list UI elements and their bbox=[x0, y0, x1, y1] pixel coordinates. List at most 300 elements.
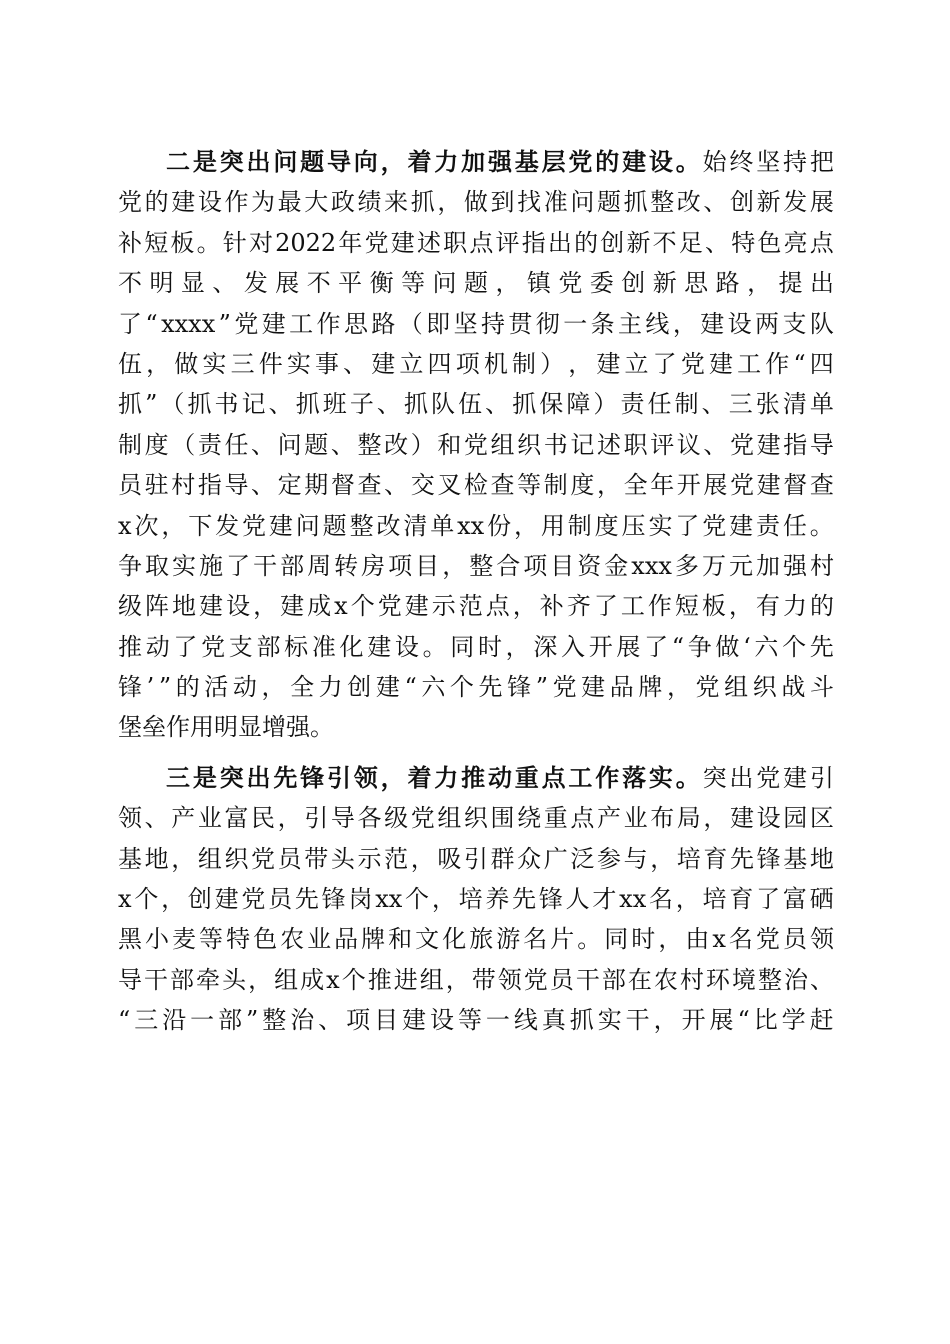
text-line bbox=[118, 758, 834, 798]
text-line bbox=[118, 182, 834, 222]
text-glyph: 。 bbox=[675, 147, 700, 176]
text-glyph: x bbox=[118, 511, 132, 540]
text-glyph: 创 bbox=[187, 885, 212, 914]
text-glyph: ， bbox=[728, 592, 753, 621]
text-glyph: xx bbox=[619, 885, 647, 914]
text-glyph: 整 bbox=[349, 511, 374, 540]
text-glyph: 发 bbox=[215, 511, 240, 540]
text-glyph: 建 bbox=[261, 309, 286, 338]
text-glyph: 持 bbox=[783, 148, 808, 176]
text-glyph: 指 bbox=[197, 471, 222, 500]
text-glyph: 贯 bbox=[508, 309, 533, 338]
text-glyph: 阵 bbox=[145, 592, 170, 621]
text-glyph: 工 bbox=[289, 309, 314, 338]
text-glyph: 员 bbox=[118, 471, 142, 500]
text-glyph: 来 bbox=[384, 188, 409, 217]
text-glyph: 出 bbox=[809, 269, 834, 298]
text-glyph: 新 bbox=[652, 269, 677, 298]
text-glyph: 党 bbox=[251, 844, 276, 873]
text-glyph: 村 bbox=[810, 551, 834, 580]
text-glyph: （ bbox=[160, 390, 185, 419]
text-glyph: 作 bbox=[647, 592, 672, 621]
text-glyph: ， bbox=[410, 844, 435, 873]
text-glyph: 员 bbox=[549, 965, 574, 994]
text-glyph: 项 bbox=[523, 551, 548, 580]
text-glyph: 同 bbox=[450, 632, 475, 661]
text-glyph: 作 bbox=[166, 713, 190, 742]
text-glyph: 展 bbox=[709, 1006, 734, 1035]
text-glyph: 设 bbox=[430, 1006, 454, 1035]
text-glyph: 交 bbox=[410, 471, 435, 500]
text-glyph: 导 bbox=[330, 804, 355, 833]
text-glyph: 任 bbox=[782, 511, 807, 540]
text-glyph: 基 bbox=[118, 844, 142, 873]
paragraph-party-building bbox=[118, 142, 834, 748]
text-glyph: 多 bbox=[674, 551, 699, 580]
text-glyph: 锋 bbox=[507, 673, 532, 702]
text-glyph: 员 bbox=[277, 844, 302, 873]
text-glyph: 力 bbox=[434, 762, 459, 792]
text-glyph: 化 bbox=[442, 925, 467, 954]
text-glyph: 、 bbox=[212, 269, 237, 298]
text-glyph: 设 bbox=[394, 632, 419, 661]
text-glyph: 出 bbox=[547, 228, 572, 257]
text-glyph: 点 bbox=[809, 228, 834, 257]
text-glyph: 建 bbox=[729, 511, 754, 540]
text-glyph: 个 bbox=[782, 632, 807, 661]
text-glyph: 度 bbox=[144, 430, 169, 459]
text-glyph: 展 bbox=[616, 632, 641, 661]
text-glyph: 保 bbox=[539, 390, 564, 419]
text-glyph: 活 bbox=[204, 673, 229, 702]
text-glyph: 取 bbox=[145, 551, 170, 580]
text-glyph: 改 bbox=[676, 188, 701, 217]
text-glyph: 黑 bbox=[118, 925, 142, 954]
text-glyph: 、 bbox=[701, 390, 726, 419]
text-glyph: 、 bbox=[376, 390, 401, 419]
text-glyph: “ bbox=[793, 349, 806, 378]
text-glyph: 六 bbox=[754, 632, 779, 661]
text-glyph: ， bbox=[596, 471, 621, 500]
text-glyph: 显 bbox=[238, 713, 262, 742]
text-glyph: 牵 bbox=[196, 965, 221, 994]
text-glyph: 头 bbox=[222, 965, 247, 994]
text-glyph: 建 bbox=[730, 804, 755, 833]
text-glyph: 。 bbox=[577, 925, 602, 954]
text-glyph: 了 bbox=[644, 632, 669, 661]
text-glyph: 组 bbox=[437, 804, 462, 833]
text-glyph: 先 bbox=[809, 632, 834, 661]
text-glyph: 记 bbox=[241, 390, 266, 419]
text-glyph: 指 bbox=[783, 430, 808, 459]
text-glyph: 先 bbox=[730, 844, 755, 873]
text-glyph: 动 bbox=[145, 632, 170, 661]
text-glyph: 建 bbox=[756, 471, 781, 500]
text-glyph: 建 bbox=[581, 673, 606, 702]
text-glyph: 述 bbox=[596, 430, 621, 459]
text-glyph: 目 bbox=[374, 1006, 399, 1035]
text-glyph: 时 bbox=[631, 925, 656, 954]
text-glyph: 清 bbox=[403, 511, 428, 540]
text-glyph: 特 bbox=[226, 925, 251, 954]
text-glyph: ” bbox=[535, 673, 548, 702]
text-glyph: 机 bbox=[483, 349, 508, 378]
text-glyph: 查 bbox=[357, 471, 382, 500]
text-glyph: 织 bbox=[752, 673, 777, 702]
text-glyph: 制 bbox=[674, 390, 699, 419]
text-glyph: 建 bbox=[700, 309, 725, 338]
text-glyph: 找 bbox=[517, 188, 542, 217]
text-glyph: 加 bbox=[755, 551, 780, 580]
text-glyph: 基 bbox=[783, 844, 808, 873]
text-glyph: 问 bbox=[570, 188, 595, 217]
text-glyph: 份 bbox=[487, 511, 512, 540]
text-glyph: 推 bbox=[118, 632, 142, 661]
text-glyph: 不 bbox=[118, 269, 142, 298]
text-glyph: 、 bbox=[268, 390, 293, 419]
text-glyph: 制 bbox=[543, 471, 568, 500]
text-glyph: 由 bbox=[685, 925, 710, 954]
text-glyph: 干 bbox=[625, 1006, 650, 1035]
text-glyph: 党 bbox=[241, 885, 266, 914]
text-glyph: 建 bbox=[214, 885, 239, 914]
text-glyph: 、 bbox=[703, 430, 728, 459]
text-glyph: 斗 bbox=[809, 673, 834, 702]
text-glyph: ‘ bbox=[743, 632, 751, 661]
text-glyph: 带 bbox=[304, 844, 329, 873]
text-glyph: 增 bbox=[262, 713, 286, 742]
text-glyph: 2022 bbox=[275, 228, 337, 257]
text-glyph: 治 bbox=[783, 965, 808, 994]
text-glyph: 一 bbox=[563, 309, 588, 338]
text-glyph: 整 bbox=[757, 965, 782, 994]
text-glyph: 伍 bbox=[118, 349, 142, 378]
text-glyph: 等 bbox=[401, 269, 426, 298]
text-glyph: 党 bbox=[410, 804, 435, 833]
text-glyph: 争 bbox=[687, 632, 712, 661]
text-glyph: 硒 bbox=[809, 885, 834, 914]
text-glyph: 显 bbox=[180, 269, 205, 298]
text-glyph: 把 bbox=[809, 148, 834, 176]
text-glyph: 合 bbox=[496, 551, 521, 580]
text-glyph: 、 bbox=[251, 430, 276, 459]
text-glyph: 、 bbox=[330, 430, 355, 459]
text-line bbox=[118, 344, 834, 384]
text-line bbox=[118, 798, 834, 838]
text-glyph: 建 bbox=[171, 188, 196, 217]
text-glyph: 与 bbox=[623, 844, 648, 873]
text-glyph: 入 bbox=[561, 632, 585, 661]
text-glyph: 抓 bbox=[569, 1006, 594, 1035]
text-glyph: ， bbox=[505, 632, 530, 661]
text-glyph: 基 bbox=[514, 147, 539, 176]
text-glyph: 任 bbox=[224, 430, 249, 459]
text-glyph: 万 bbox=[701, 551, 726, 580]
text-glyph: 党 bbox=[463, 430, 488, 459]
text-glyph: 部 bbox=[601, 965, 626, 994]
text-glyph: 力 bbox=[318, 673, 343, 702]
text-glyph: 培 bbox=[458, 885, 483, 914]
text-glyph: 个 bbox=[341, 965, 366, 994]
text-glyph: 建 bbox=[756, 430, 781, 459]
text-glyph: 查 bbox=[809, 471, 834, 500]
text-glyph: 锋 bbox=[756, 844, 781, 873]
text-glyph: 队 bbox=[431, 390, 456, 419]
text-glyph: ， bbox=[747, 269, 772, 298]
text-glyph: 路 bbox=[715, 269, 740, 298]
text-glyph: 干 bbox=[253, 551, 278, 580]
text-glyph: 张 bbox=[755, 390, 780, 419]
text-glyph: 力 bbox=[782, 592, 807, 621]
text-glyph: 事 bbox=[314, 349, 339, 378]
text-glyph: 富 bbox=[224, 804, 249, 833]
text-glyph: 成 bbox=[307, 592, 332, 621]
text-glyph: 镇 bbox=[526, 269, 551, 298]
text-glyph: 抓 bbox=[187, 390, 212, 419]
text-glyph: 任 bbox=[647, 390, 672, 419]
text-glyph: 点 bbox=[570, 804, 595, 833]
text-glyph: 坚 bbox=[453, 309, 478, 338]
document-body bbox=[118, 142, 834, 1041]
text-glyph: “ bbox=[671, 632, 685, 661]
text-glyph: 建 bbox=[367, 632, 392, 661]
paragraph-gap bbox=[118, 748, 834, 758]
text-glyph: x bbox=[118, 885, 132, 914]
text-glyph: 治 bbox=[290, 1006, 315, 1035]
text-glyph: 度 bbox=[594, 511, 619, 540]
text-glyph: 建 bbox=[375, 673, 400, 702]
text-glyph: 路 bbox=[371, 309, 396, 338]
text-glyph: 新 bbox=[626, 228, 651, 257]
text-glyph: 加 bbox=[461, 147, 486, 176]
text-glyph: 动 bbox=[232, 673, 257, 702]
text-glyph: 导 bbox=[118, 965, 142, 994]
text-glyph: 个 bbox=[134, 885, 159, 914]
text-glyph: 驻 bbox=[144, 471, 169, 500]
text-glyph: 三 bbox=[134, 1006, 159, 1035]
text-line bbox=[118, 142, 834, 182]
text-glyph: 转 bbox=[334, 551, 359, 580]
text-glyph: 开 bbox=[676, 471, 701, 500]
text-glyph: 群 bbox=[490, 844, 515, 873]
text-glyph: 支 bbox=[228, 632, 253, 661]
text-glyph: “ bbox=[404, 673, 417, 702]
text-glyph: “ bbox=[118, 1006, 131, 1035]
text-glyph: 堡 bbox=[118, 713, 142, 742]
text-glyph: 建 bbox=[708, 349, 733, 378]
text-glyph: 下 bbox=[188, 511, 213, 540]
text-glyph: 大 bbox=[304, 188, 329, 217]
text-glyph: 学 bbox=[781, 1006, 806, 1035]
text-glyph: 党 bbox=[755, 925, 780, 954]
text-glyph: 整 bbox=[650, 188, 675, 217]
text-glyph: 。 bbox=[196, 228, 221, 257]
text-glyph: 全 bbox=[290, 673, 315, 702]
text-glyph: 锋 bbox=[538, 885, 563, 914]
text-glyph: 线 bbox=[513, 1006, 538, 1035]
text-glyph: 产 bbox=[596, 804, 621, 833]
text-glyph: 建 bbox=[280, 592, 305, 621]
text-glyph: 建 bbox=[402, 1006, 427, 1035]
text-glyph: 引 bbox=[809, 763, 834, 792]
text-line bbox=[118, 627, 834, 667]
text-glyph: 。 bbox=[310, 713, 334, 742]
text-glyph: 衡 bbox=[369, 269, 394, 298]
text-glyph: 建 bbox=[622, 147, 647, 176]
text-glyph: 培 bbox=[676, 844, 701, 873]
text-glyph: 项 bbox=[388, 551, 413, 580]
text-glyph: 记 bbox=[570, 430, 595, 459]
text-glyph: 工 bbox=[620, 592, 645, 621]
text-glyph: 二 bbox=[166, 147, 190, 176]
text-glyph: 题 bbox=[304, 430, 329, 459]
text-glyph: 争 bbox=[118, 551, 142, 580]
text-glyph: 重 bbox=[543, 804, 568, 833]
text-glyph: 短 bbox=[674, 592, 699, 621]
text-glyph: 牌 bbox=[638, 673, 663, 702]
text-glyph: 色 bbox=[757, 228, 782, 257]
text-line bbox=[118, 839, 834, 879]
text-glyph: 抓 bbox=[410, 188, 435, 217]
text-glyph: 了 bbox=[652, 349, 677, 378]
text-glyph: ， bbox=[380, 147, 405, 176]
text-glyph: 养 bbox=[485, 885, 510, 914]
text-glyph: 、 bbox=[485, 390, 510, 419]
text-glyph: ， bbox=[650, 844, 675, 873]
text-glyph: ， bbox=[161, 885, 186, 914]
text-glyph: 才 bbox=[592, 885, 617, 914]
text-glyph: 赶 bbox=[809, 1006, 834, 1035]
text-glyph: 设 bbox=[648, 147, 673, 176]
text-glyph: 名 bbox=[728, 925, 753, 954]
text-glyph: 职 bbox=[443, 228, 468, 257]
text-glyph: 化 bbox=[339, 632, 364, 661]
text-glyph: 众 bbox=[517, 844, 542, 873]
text-glyph: 党 bbox=[523, 965, 548, 994]
text-glyph: 参 bbox=[596, 844, 621, 873]
text-glyph: 制 bbox=[567, 511, 592, 540]
text-glyph: 吸 bbox=[437, 844, 462, 873]
text-glyph: 题 bbox=[463, 269, 488, 298]
text-glyph: 织 bbox=[463, 804, 488, 833]
text-glyph: 地 bbox=[809, 844, 834, 873]
text-glyph: ” bbox=[246, 1006, 259, 1035]
text-glyph: 先 bbox=[512, 885, 537, 914]
text-glyph: 党 bbox=[234, 309, 259, 338]
text-glyph: 创 bbox=[621, 269, 646, 298]
text-glyph: 创 bbox=[347, 673, 372, 702]
text-glyph: 条 bbox=[590, 309, 615, 338]
text-glyph: 设 bbox=[756, 804, 781, 833]
text-glyph: 指 bbox=[521, 228, 546, 257]
text-glyph: 展 bbox=[703, 471, 728, 500]
text-glyph: 子 bbox=[349, 390, 374, 419]
text-glyph: 强 bbox=[782, 551, 807, 580]
text-glyph: 党 bbox=[730, 471, 755, 500]
text-glyph: 建 bbox=[404, 592, 429, 621]
text-glyph: 始 bbox=[702, 148, 727, 176]
text-glyph: 明 bbox=[149, 269, 174, 298]
text-glyph: 评 bbox=[495, 228, 520, 257]
text-line bbox=[118, 879, 834, 919]
text-glyph: ， bbox=[658, 925, 683, 954]
text-glyph: 的 bbox=[175, 673, 200, 702]
text-glyph: 题 bbox=[300, 147, 325, 176]
text-glyph: 的 bbox=[574, 228, 599, 257]
text-glyph: 了 bbox=[173, 632, 198, 661]
text-glyph: 实 bbox=[648, 762, 673, 792]
text-glyph: 游 bbox=[496, 925, 521, 954]
text-glyph: 品 bbox=[609, 673, 634, 702]
text-glyph: 示 bbox=[431, 592, 456, 621]
text-glyph: 范 bbox=[458, 592, 483, 621]
text-glyph: ， bbox=[568, 349, 593, 378]
text-glyph: 标 bbox=[284, 632, 309, 661]
text-glyph: 部 bbox=[256, 632, 281, 661]
text-glyph: 头 bbox=[330, 844, 355, 873]
text-glyph: 思 bbox=[343, 309, 368, 338]
text-glyph: 、 bbox=[144, 804, 169, 833]
text-glyph: 绩 bbox=[357, 188, 382, 217]
text-glyph: 着 bbox=[407, 147, 432, 176]
text-glyph: 责 bbox=[620, 390, 645, 419]
text-glyph: 。 bbox=[809, 511, 834, 540]
text-line bbox=[118, 465, 834, 505]
text-glyph: 成 bbox=[300, 965, 325, 994]
text-glyph: 区 bbox=[809, 804, 834, 833]
text-glyph: ” bbox=[218, 309, 231, 338]
text-glyph: 四 bbox=[427, 349, 452, 378]
text-glyph: 委 bbox=[589, 269, 614, 298]
text-glyph: ， bbox=[675, 885, 700, 914]
text-glyph: 有 bbox=[755, 592, 780, 621]
text-glyph: 板 bbox=[701, 592, 726, 621]
text-glyph: 党 bbox=[364, 228, 389, 257]
text-glyph: 先 bbox=[294, 885, 319, 914]
text-glyph: 评 bbox=[650, 430, 675, 459]
text-glyph: 和 bbox=[437, 430, 462, 459]
text-glyph: 旅 bbox=[469, 925, 494, 954]
text-glyph: 出 bbox=[246, 147, 271, 176]
text-glyph: 做 bbox=[463, 188, 488, 217]
text-line bbox=[118, 223, 834, 263]
text-glyph: 党 bbox=[558, 269, 583, 298]
text-glyph: 明 bbox=[214, 713, 238, 742]
text-glyph: 抓 bbox=[403, 390, 428, 419]
text-glyph: 推 bbox=[367, 965, 392, 994]
text-glyph: 等 bbox=[517, 471, 542, 500]
text-glyph: 力 bbox=[434, 147, 459, 176]
text-glyph: ， bbox=[248, 965, 273, 994]
text-glyph: 补 bbox=[118, 228, 142, 257]
text-line bbox=[118, 263, 834, 303]
text-glyph: 三 bbox=[728, 390, 753, 419]
text-glyph: 了 bbox=[226, 551, 251, 580]
text-glyph: 员 bbox=[268, 885, 293, 914]
text-glyph: 书 bbox=[543, 430, 568, 459]
text-glyph: 思 bbox=[684, 269, 709, 298]
text-glyph: 强 bbox=[487, 147, 512, 176]
text-glyph: 地 bbox=[144, 844, 169, 873]
text-glyph: 实 bbox=[648, 511, 673, 540]
text-glyph: 四 bbox=[809, 349, 834, 378]
text-glyph: 导 bbox=[224, 471, 249, 500]
text-glyph: 伍 bbox=[458, 390, 483, 419]
text-glyph: 开 bbox=[588, 632, 613, 661]
text-glyph: 向 bbox=[353, 147, 378, 176]
text-glyph: 了 bbox=[118, 309, 142, 338]
text-glyph: 等 bbox=[199, 925, 224, 954]
